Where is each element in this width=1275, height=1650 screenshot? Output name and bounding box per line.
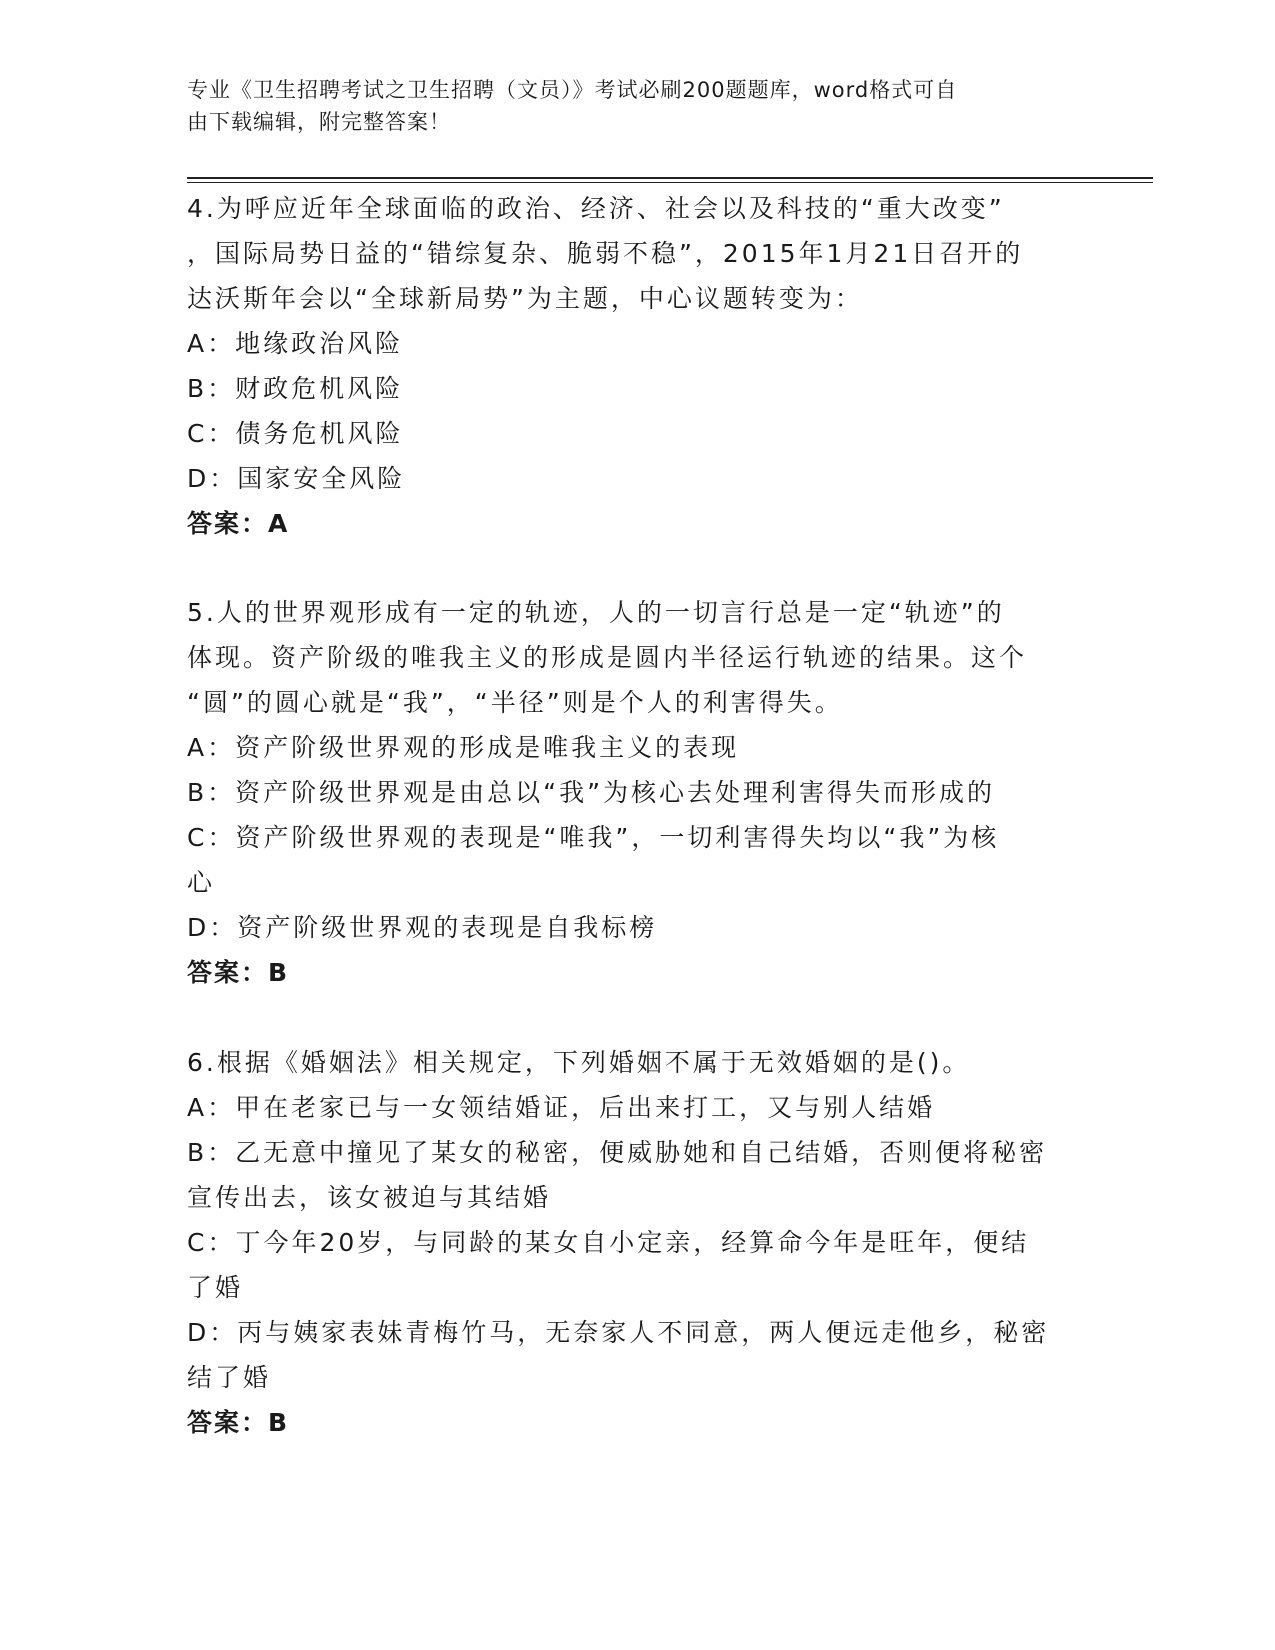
- question-text-line: 达沃斯年会以“全球新局势”为主题，中心议题转变为：: [187, 284, 863, 313]
- option-a: A：地缘政治风险: [187, 329, 404, 358]
- header-line-2: 由下载编辑，附完整答案！: [187, 110, 451, 134]
- answer: 答案：B: [187, 958, 290, 987]
- question-4: [187, 186, 1087, 546]
- option-d: D：丙与姨家表妹青梅竹马，无奈家人不同意，两人便远走他乡，秘密: [187, 1318, 1050, 1347]
- question-text-line: “圆”的圆心就是“我”，“半径”则是个人的利害得失。: [187, 688, 843, 717]
- option-b: B：乙无意中撞见了某女的秘密，便威胁她和自己结婚，否则便将秘密: [187, 1138, 1048, 1167]
- question-text-line: 4.为呼应近年全球面临的政治、经济、社会以及科技的“重大改变”: [187, 194, 1005, 223]
- option-c-continued: 了婚: [187, 1273, 244, 1302]
- option-b: B：资产阶级世界观是由总以“我”为核心去处理利害得失而形成的: [187, 778, 996, 807]
- answer: 答案：A: [187, 509, 290, 538]
- document-header: [187, 74, 1067, 138]
- question-text-line: 体现。资产阶级的唯我主义的形成是圆内半径运行轨迹的结果。这个: [187, 643, 1028, 672]
- option-c: C：债务危机风险: [187, 419, 404, 448]
- question-6: [187, 1040, 1087, 1445]
- option-a: A：甲在老家已与一女领结婚证，后出来打工，又与别人结婚: [187, 1093, 936, 1122]
- answer: 答案：B: [187, 1408, 290, 1437]
- question-text-line: 5.人的世界观形成有一定的轨迹，人的一切言行总是一定“轨迹”的: [187, 598, 1005, 627]
- option-b: B：财政危机风险: [187, 374, 404, 403]
- question-5: [187, 590, 1087, 995]
- option-d: D：资产阶级世界观的表现是自我标榜: [187, 913, 658, 942]
- header-divider-thin: [187, 182, 1153, 183]
- option-b-continued: 宣传出去，该女被迫与其结婚: [187, 1183, 552, 1212]
- option-a: A：资产阶级世界观的形成是唯我主义的表现: [187, 733, 740, 762]
- option-c: C：资产阶级世界观的表现是“唯我”，一切利害得失均以“我”为核: [187, 823, 1000, 852]
- question-text-line: 6.根据《婚姻法》相关规定，下列婚姻不属于无效婚姻的是()。: [187, 1048, 971, 1077]
- option-d-continued: 结了婚: [187, 1363, 272, 1392]
- option-c: C：丁今年20岁，与同龄的某女自小定亲，经算命今年是旺年，便结: [187, 1228, 1030, 1257]
- option-d: D：国家安全风险: [187, 464, 406, 493]
- header-line-1: 专业《卫生招聘考试之卫生招聘（文员）》考试必刷200题题库，word格式可自: [187, 78, 958, 102]
- option-c-continued: 心: [187, 868, 216, 897]
- header-divider-thick: [187, 177, 1153, 179]
- question-text-line: ，国际局势日益的“错综复杂、脆弱不稳”，2015年1月21日召开的: [187, 239, 1024, 268]
